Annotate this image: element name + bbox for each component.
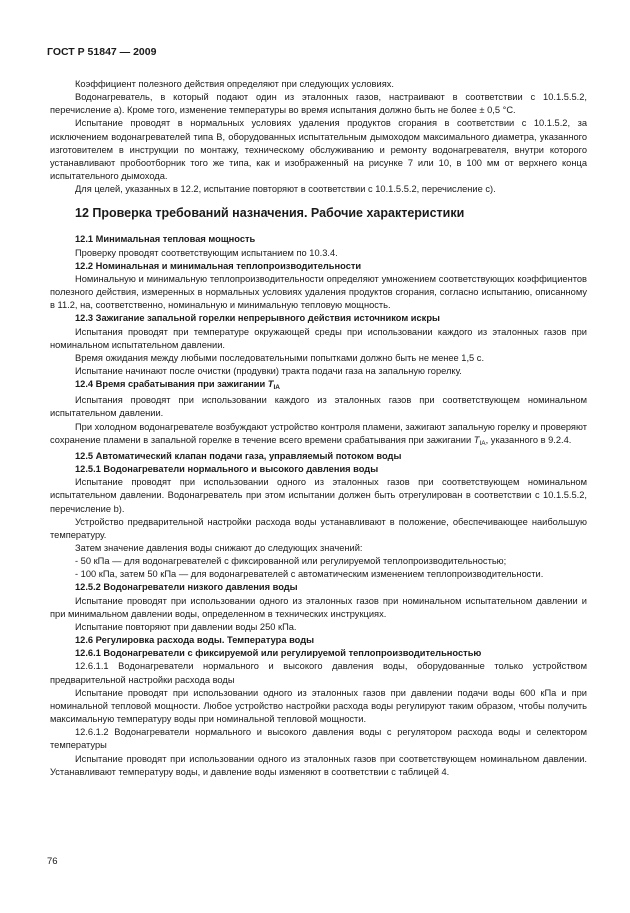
list-item: - 100 кПа, затем 50 кПа — для водонагревателей с автоматическим изменением теплопроизводительности. (75, 569, 544, 580)
clause-12-6-1-heading: 12.6.1 Водонагреватели с фиксируемой или регулируемой теплопроизводительностью (75, 648, 482, 659)
clause-12-5-1-heading: 12.5.1 Водонагреватели нормального и высокого давления воды (75, 464, 379, 475)
intro-paragraph: Водонагреватель, в который подают один из эталонных газов, настраивают в соответствии с 10.1.5.5.2, перечисление a). Кроме того, изменение температуры во время испытания должно быть не более ± 0,5 °С. (50, 92, 587, 116)
clause-12-3-text: Время ожидания между любыми последовательными попытками должно быть не менее 1,5 с. (75, 352, 485, 363)
clause-12-6-heading: 12.6 Регулировка расхода воды. Температура воды (75, 635, 315, 646)
clause-12-6-1-1-paragraph: Испытание проводят при использовании одного из эталонных газов при давлении подачи воды 600 кПа и при номинальной тепловой мощности. Любое устройство настройки расхода воды регулируют таким образом, чтобы получить максимальную температуру воды при номинальной тепловой мощности. (50, 687, 587, 725)
clause-12-4-text: Испытания проводят при использовании каждого из эталонных газов при соответствующем номинальном испытательном давлении. (50, 395, 587, 419)
clause-12-5-2-text: Испытание проводят при использовании одного из эталонных газов при номинальном испытательном давлении и при минимальном давлении воды, определенном в технических инструкциях. (50, 595, 587, 619)
document-body (50, 78, 587, 779)
clause-12-1-heading: 12.1 Минимальная тепловая мощность (75, 234, 256, 245)
clause-12-6-1-1-text: 12.6.1.1 Водонагреватели нормального и высокого давления воды, оборудованные только устройством предварительной настройки расхода воды (50, 661, 587, 685)
time-symbol: $T_{IA}$ (267, 379, 280, 392)
clause-12-3-text: Испытание начинают после очистки (продувки) тракта подачи газа на запальную горелку. (75, 365, 462, 376)
clause-12-2-heading: 12.2 Номинальная и минимальная теплопроизводительности (75, 260, 362, 271)
clause-12-5-heading: 12.5 Автоматический клапан подачи газа, управляемый потоком воды (75, 450, 402, 461)
clause-12-5-1-text: Устройство предварительной настройки расхода воды устанавливают в положение, обеспечивающее наибольшую температуру. (50, 516, 587, 540)
list-item: - 50 кПа — для водонагревателей с фиксированной или регулируемой теплопроизводительностью; (75, 556, 507, 567)
clause-12-6-1-2-text: 12.6.1.2 Водонагреватели нормального и высокого давления воды с регулятором расхода воды и селектором температуры (50, 727, 587, 751)
clause-12-1-text: Проверку проводят соответствующим испытанием по 10.3.4. (75, 247, 338, 258)
page-number: 76 (47, 856, 58, 867)
clause-12-5-2-text: Испытание повторяют при давлении воды 250 кПа. (75, 621, 297, 632)
section-12-title: 12 Проверка требований назначения. Рабочие характеристики (75, 206, 465, 221)
clause-12-3-heading: 12.3 Зажигание запальной горелки непрерывного действия источником искры (75, 313, 440, 324)
standard-code-header: ГОСТ Р 51847 — 2009 (47, 46, 157, 58)
clause-12-3-text: Испытания проводят при температуре окружающей среды при использовании каждого из эталонных газов при номинальном испытательном давлении. (50, 326, 587, 350)
clause-12-5-1-text: Затем значение давления воды снижают до следующих значений: (75, 543, 363, 553)
clause-12-5-2-heading: 12.5.2 Водонагреватели низкого давления воды (75, 582, 298, 593)
intro-paragraph: Испытание проводят в нормальных условиях удаления продуктов сгорания в соответствии с 10.1.5.2, за исключением водонагревателей типа В, оборудованных испытательным дымоходом максимального диаметра, указанного изготовителем в инструкции по монтажу, техническому обслуживанию и ремонту водонагревателя, внутри которого устанавливают пробоотборник того же типа, как и изображенный на рисунке 7 или 10, в 100 мм от верхнего конца испытательного дымохода. (50, 118, 587, 182)
clause-12-4-text: При холодном водонагревателе возбуждают устройство контроля пламени, зажигают запальную горелку и проверяют сохранение пламени в запальной горелке в течение всего времени срабатывания при зажигании $T_{IA}$, указанного в 9.2.4. (50, 421, 587, 447)
clause-12-5-1-text: Испытание проводят при использовании одного из эталонных газов при соответствующем номинальном испытательном давлении. Водонагреватель при этом испытании должен быть отрегулирован в соответствии с 10.1.5.5.2, перечисление b). (50, 477, 587, 514)
clause-12-4-heading (50, 378, 587, 394)
clause-12-4-heading-text: 12.4 Время срабатывания при зажигании (75, 379, 268, 390)
clause-12-2-text: Номинальную и минимальную теплопроизводительности определяют умножением соответствующих коэффициентов полезного действия, измеренных в нормальных условиях удаления продуктов сгорания, согласно испытанию, описанному в 11.2, на, соответственно, номинальную и минимальную тепловую мощность. (50, 273, 587, 311)
clause-12-6-1-2-paragraph: Испытание проводят при использовании одного из эталонных газов при соответствующем номинальном давлении. Устанавливают температуру воды, и давление воды изменяют в соответствии с таблицей 4. (50, 753, 587, 777)
intro-paragraph: Коэффициент полезного действия определяют при следующих условиях. (75, 79, 394, 89)
intro-paragraph: Для целей, указанных в 12.2, испытание повторяют в соответствии с 10.1.5.5.2, перечисление с). (75, 184, 496, 195)
time-symbol: $T_{IA}$ (473, 434, 486, 447)
